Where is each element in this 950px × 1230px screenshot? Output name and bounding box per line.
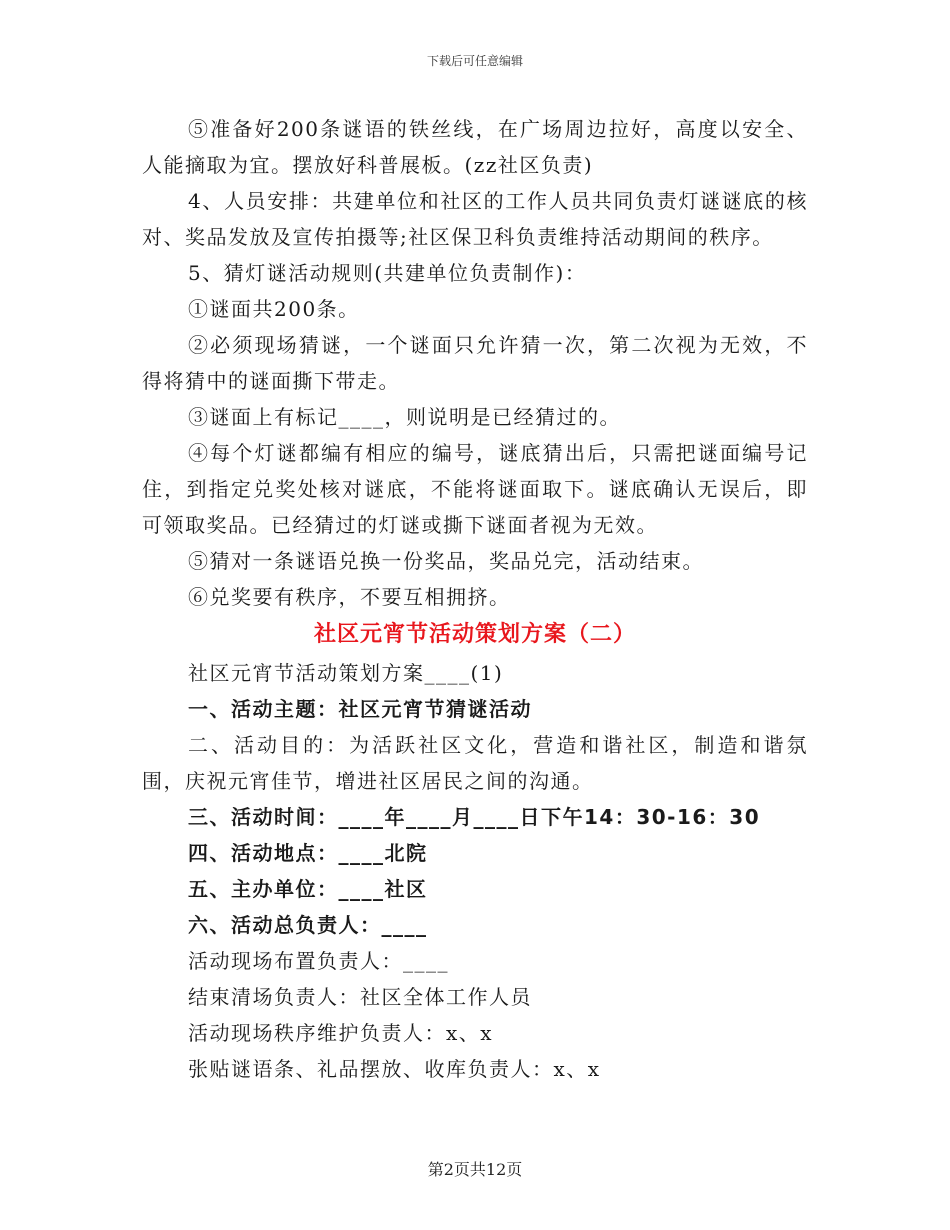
paragraph: 五、主办单位：____社区	[188, 877, 428, 901]
paragraph: ③谜面上有标记____，则说明是已经猜过的。	[188, 405, 621, 429]
paragraph: 活动现场布置负责人：____	[188, 949, 449, 973]
document-body	[142, 111, 808, 1087]
paragraph: 5、猜灯谜活动规则(共建单位负责制作)：	[188, 261, 587, 285]
paragraph: 活动现场秩序维护负责人：x、x	[188, 1021, 494, 1045]
paragraph: ①谜面共200条。	[188, 297, 360, 321]
page-header: 下载后可任意编辑	[426, 54, 523, 68]
paragraph: 一、活动主题：社区元宵节猜谜活动	[188, 697, 532, 721]
paragraph: 二、活动目的：为活跃社区文化，营造和谐社区，制造和谐氛围，庆祝元宵佳节，增进社区居民之间的沟通。	[142, 733, 808, 793]
page-number: 第2页共12页	[427, 1160, 523, 1179]
section-part-2	[142, 655, 808, 1087]
section-title: 社区元宵节活动策划方案（二）	[313, 622, 636, 647]
paragraph: 三、活动时间：____年____月____日下午14：30-16：30	[188, 805, 761, 829]
paragraph: ④每个灯谜都编有相应的编号，谜底猜出后，只需把谜面编号记住，到指定兑奖处核对谜底，不能将谜面取下。谜底确认无误后，即可领取奖品。已经猜过的灯谜或撕下谜面者视为无效。	[142, 441, 808, 537]
paragraph: 四、活动地点：____北院	[188, 841, 428, 865]
paragraph: ⑤准备好200条谜语的铁丝线，在广场周边拉好，高度以安全、人能摘取为宜。摆放好科普展板。(zz社区负责)	[142, 117, 808, 177]
paragraph: ②必须现场猜谜，一个谜面只允许猜一次，第二次视为无效，不得将猜中的谜面撕下带走。	[142, 333, 808, 393]
paragraph: 结束清场负责人：社区全体工作人员	[188, 985, 532, 1009]
paragraph: 六、活动总负责人：____	[188, 913, 428, 937]
paragraph: ⑤猜对一条谜语兑换一份奖品，奖品兑完，活动结束。	[188, 549, 704, 573]
paragraph: 4、人员安排：共建单位和社区的工作人员共同负责灯谜谜底的核对、奖品发放及宣传拍摄等;社区保卫科负责维持活动期间的秩序。	[142, 189, 808, 249]
paragraph: ⑥兑奖要有秩序，不要互相拥挤。	[188, 585, 511, 609]
paragraph: 社区元宵节活动策划方案____(1)	[188, 661, 504, 685]
paragraph: 张贴谜语条、礼品摆放、收库负责人：x、x	[188, 1057, 601, 1081]
section-part-1	[142, 111, 808, 615]
